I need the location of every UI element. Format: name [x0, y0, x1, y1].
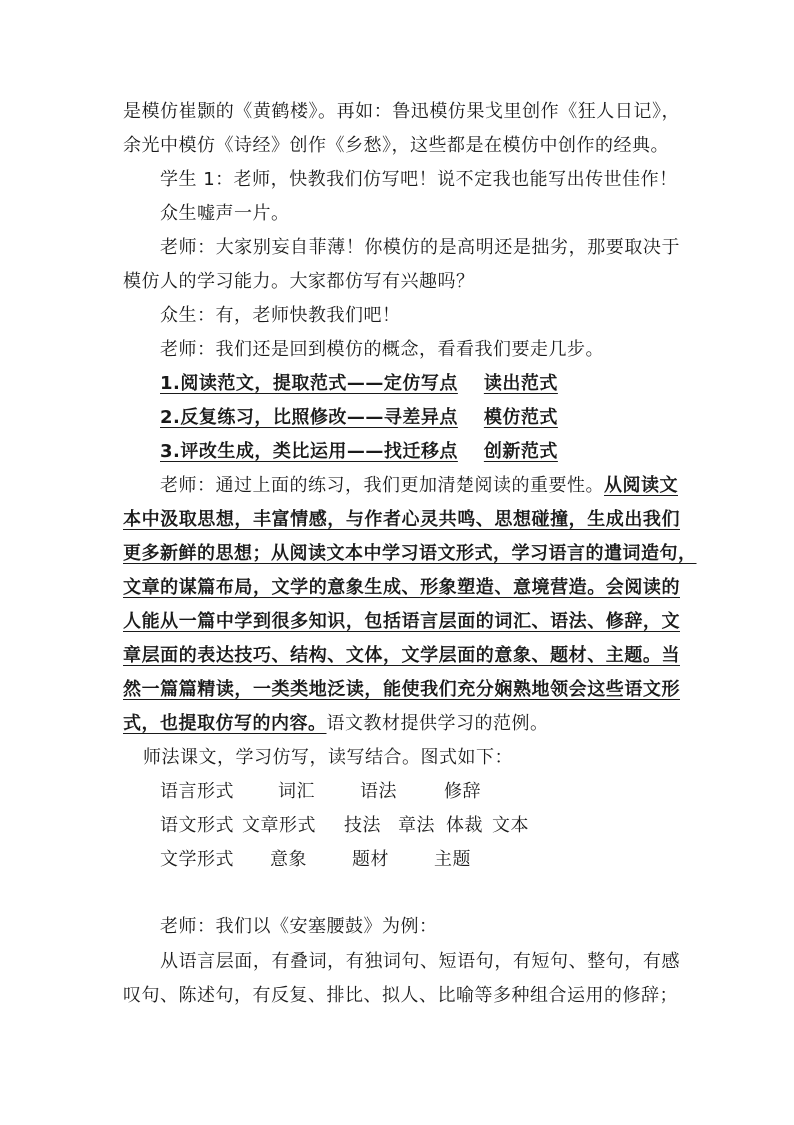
emphasis-line: 本中汲取思想，丰富情感，与作者心灵共鸣、思想碰撞，生成出我们	[123, 509, 680, 530]
paragraph-line: 众生嘘声一片。	[160, 203, 290, 224]
paragraph-line: 老师：通过上面的练习，我们更加清楚阅读的重要性。从阅读文	[160, 475, 678, 496]
schema-item: 意象	[270, 849, 307, 870]
schema-item: 语法	[360, 781, 397, 802]
step-1-text: 1.阅读范文，提取范式——定仿写点	[160, 373, 458, 394]
schema-row-language	[0, 780, 794, 804]
emphasis-text: 从阅读文	[604, 475, 678, 496]
step-2	[160, 406, 558, 430]
step-3	[160, 440, 558, 464]
paragraph-line: 从语言层面，有叠词，有独词句、短语句，有短句、整句，有感	[160, 951, 680, 972]
step-3-text: 3.评改生成，类比运用——找迁移点	[160, 441, 458, 462]
emphasis-line: 人能从一篇中学到很多知识，包括语言层面的词汇、语法、修辞，文	[123, 611, 680, 632]
paragraph-line: 余光中模仿《诗经》创作《乡愁》，这些都是在模仿中创作的经典。	[123, 135, 669, 156]
schema-label: 文学形式	[160, 849, 234, 870]
paragraph-line: 众生：有，老师快教我们吧！	[160, 305, 401, 326]
paragraph-line: 模仿人的学习能力。大家都仿写有兴趣吗？	[123, 271, 475, 292]
paragraph-line: 师法课文，学习仿写，读写结合。图式如下：	[143, 747, 513, 768]
paragraph-line: 老师：我们以《安塞腰鼓》为例：	[160, 916, 438, 937]
schema-item: 修辞	[444, 781, 481, 802]
schema-row-chinese	[0, 814, 794, 838]
schema-item: 文本	[492, 815, 529, 836]
emphasis-line: 然一篇篇精读，一类类地泛读，能使我们充分娴熟地领会这些语文形	[123, 679, 680, 700]
emphasis-text: 式，也提取仿写的内容。	[123, 713, 327, 734]
emphasis-line: 更多新鲜的思想；从阅读文本中学习语文形式，学习语言的遣词造句，	[123, 543, 697, 564]
schema-label: 语言形式	[160, 781, 234, 802]
paragraph-line: 老师：我们还是回到模仿的概念，看看我们要走几步。	[160, 339, 604, 360]
step-1-result: 读出范式	[483, 373, 558, 394]
schema-item: 体裁	[446, 815, 483, 836]
schema-row-literature	[0, 848, 794, 872]
step-2-text: 2.反复练习，比照修改——寻差异点	[160, 407, 458, 428]
paragraph-line: 学生 1：老师，快教我们仿写吧！说不定我也能写出传世佳作！	[160, 169, 678, 190]
step-3-result: 创新范式	[483, 441, 558, 462]
schema-item: 技法	[344, 815, 381, 836]
emphasis-line: 章层面的表达技巧、结构、文体，文学层面的意象、题材、主题。当	[123, 645, 680, 666]
paragraph-line: 式，也提取仿写的内容。语文教材提供学习的范例。	[123, 713, 549, 734]
schema-item: 主题	[434, 849, 471, 870]
schema-item: 题材	[352, 849, 389, 870]
schema-item: 文章形式	[242, 815, 316, 836]
schema-item: 词汇	[278, 781, 315, 802]
schema-item: 章法	[398, 815, 435, 836]
schema-label: 语文形式	[160, 815, 234, 836]
paragraph-line: 是模仿崔颢的《黄鹤楼》。再如：鲁迅模仿果戈里创作《狂人日记》，	[123, 101, 680, 122]
paragraph-line: 老师：大家别妄自菲薄！你模仿的是高明还是拙劣，那要取决于	[160, 237, 680, 258]
step-2-result: 模仿范式	[483, 407, 558, 428]
paragraph-line: 叹句、陈述句，有反复、排比、拟人、比喻等多种组合运用的修辞；	[123, 985, 678, 1006]
step-1	[160, 372, 558, 396]
emphasis-line: 文章的谋篇布局，文学的意象生成、形象塑造、意境营造。会阅读的	[123, 577, 680, 598]
